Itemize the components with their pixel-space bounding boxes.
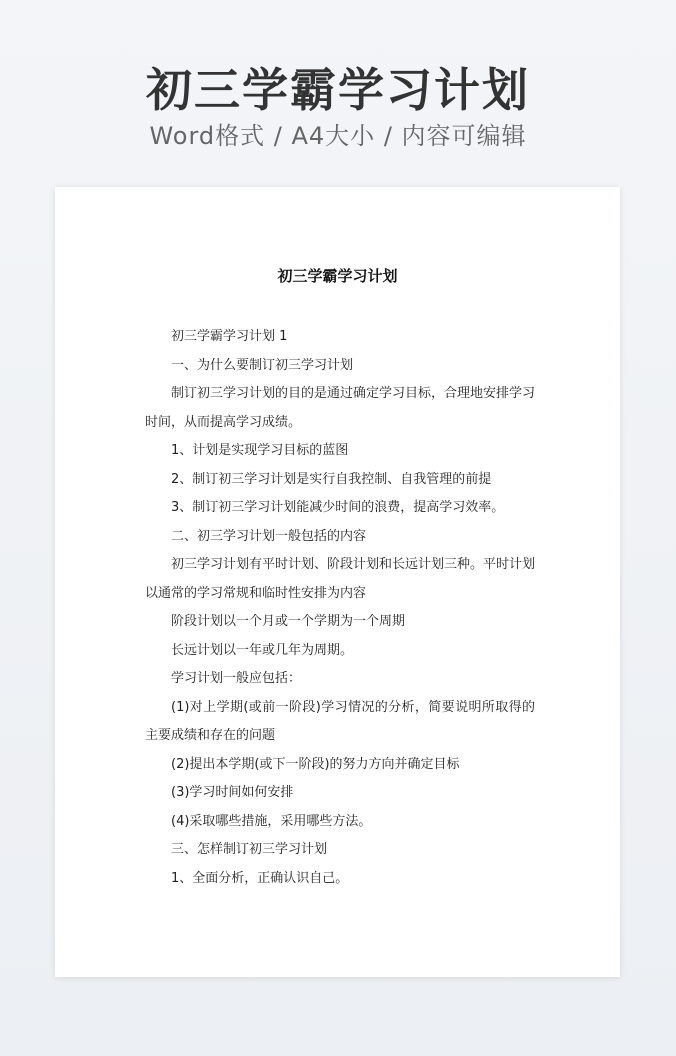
paragraph: 1、计划是实现学习目标的蓝图 [171, 443, 349, 458]
paragraph: 一、为什么要制订初三学习计划 [171, 357, 354, 373]
banner [0, 0, 676, 186]
paragraph: 1、全面分析，正确认识自己。 [171, 870, 349, 886]
document-page [55, 187, 620, 977]
paragraph: (3)学习时间如何安排 [171, 785, 294, 800]
paragraph: 初三学霸学习计划 1 [171, 329, 288, 344]
paragraph: 初三学习计划有平时计划、阶段计划和长远计划三种。平时计划以通常的学习常规和临时性安排为内容 [145, 557, 536, 601]
paragraph: (2)提出本学期(或下一阶段)的努力方向并确定目标 [171, 756, 460, 772]
document-body [145, 323, 535, 893]
paragraph: 制订初三学习计划的目的是通过确定学习目标，合理地安排学习时间，从而提高学习成绩。 [145, 386, 536, 430]
banner-subtitle: Word格式 / A4大小 / 内容可编辑 [149, 122, 527, 150]
paragraph: (1)对上学期(或前一阶段)学习情况的分析，简要说明所取得的主要成绩和存在的问题 [145, 699, 535, 743]
paragraph: (4)采取哪些措施，采用哪些方法。 [171, 813, 372, 829]
paragraph: 三、怎样制订初三学习计划 [171, 842, 328, 857]
paragraph: 二、初三学习计划一般包括的内容 [171, 528, 367, 544]
document-title: 初三学霸学习计划 [277, 267, 398, 285]
paragraph: 2、制订初三学习计划是实行自我控制、自我管理的前提 [171, 471, 492, 487]
paragraph: 3、制订初三学习计划能减少时间的浪费，提高学习效率。 [171, 500, 505, 515]
paragraph: 阶段计划以一个月或一个学期为一个周期 [171, 614, 406, 629]
paragraph: 长远计划以一年或几年为周期。 [171, 642, 354, 658]
paragraph: 学习计划一般应包括： [171, 671, 302, 686]
banner-title: 初三学霸学习计划 [146, 63, 530, 117]
